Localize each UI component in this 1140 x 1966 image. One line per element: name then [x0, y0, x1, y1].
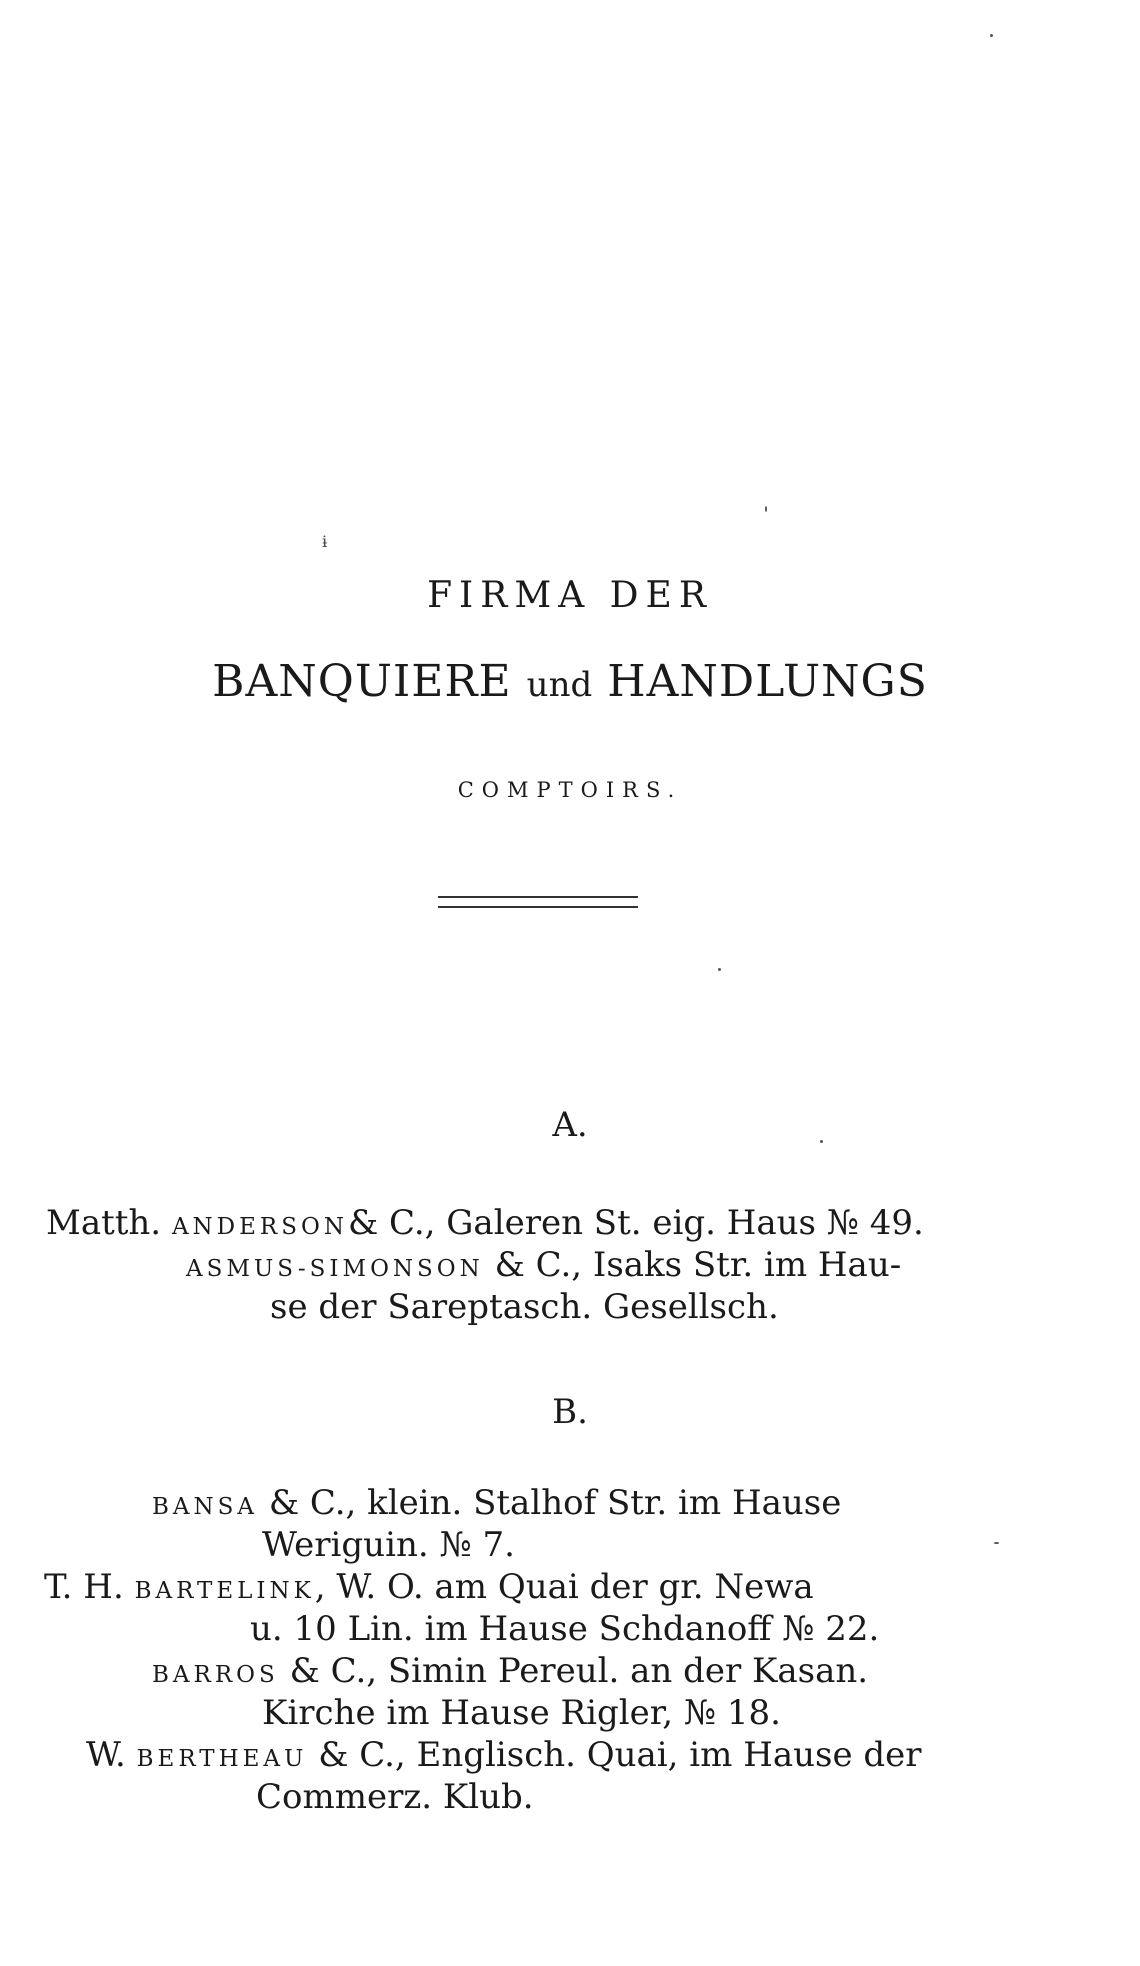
entry-text: & C., Simin Pereul. an der Kasan. — [278, 1651, 869, 1691]
firm-name: BANSA — [152, 1494, 259, 1520]
entry-line — [152, 1483, 842, 1523]
heading-und: und — [526, 665, 593, 705]
entry-line — [152, 1651, 869, 1691]
entry-line — [270, 1287, 779, 1327]
double-rule-divider — [438, 896, 638, 908]
entry-text: Weriguin. № 7. — [262, 1525, 515, 1565]
entry-line — [262, 1525, 515, 1565]
entry-prefix: W. — [86, 1735, 137, 1775]
entry-text: u. 10 Lin. im Hause Schdanoff № 22. — [250, 1609, 880, 1649]
scan-speck — [820, 1140, 823, 1143]
heading-line-2 — [0, 656, 1140, 707]
entry-text: Kirche im Hause Rigler, № 18. — [262, 1693, 781, 1733]
entry-line — [262, 1693, 781, 1733]
entry-text: & C., klein. Stalhof Str. im Hause — [258, 1483, 842, 1523]
heading-line-1: FIRMA DER — [427, 575, 713, 616]
entry-text: & C., Isaks Str. im Hau- — [483, 1245, 902, 1285]
entry-line — [250, 1609, 880, 1649]
scan-speck — [718, 968, 721, 971]
entry-text: se der Sareptasch. Gesellsch. — [270, 1287, 779, 1327]
entry-text: , W. O. am Quai der gr. Newa — [314, 1567, 814, 1607]
heading-line-3: COMPTOIRS. — [457, 778, 683, 802]
entry-line — [256, 1777, 534, 1817]
printer-mark: ɨ — [322, 532, 328, 551]
scan-speck — [990, 34, 993, 37]
firm-name: ANDERSON — [171, 1214, 348, 1240]
firm-name: ASMUS-SIMONSON — [186, 1256, 484, 1282]
entry-text: & C., Englisch. Quai, im Hause der — [307, 1735, 922, 1775]
entry-line — [44, 1567, 814, 1607]
entry-line — [46, 1203, 924, 1243]
entry-prefix: Matth. — [46, 1203, 172, 1243]
firm-name: BERTHEAU — [136, 1746, 308, 1772]
entry-prefix: T. H. — [44, 1567, 135, 1607]
entry-line — [186, 1245, 902, 1285]
scan-speck — [994, 1542, 999, 1544]
section-letter-a: A. — [552, 1105, 588, 1145]
firm-name: BARTELINK — [134, 1578, 315, 1604]
heading-banquiere: BANQUIERE — [212, 656, 512, 707]
scan-speck — [765, 506, 767, 512]
heading-handlungs: HANDLUNGS — [607, 656, 928, 707]
firm-name: BARROS — [152, 1662, 279, 1688]
section-letter-b: B. — [552, 1392, 588, 1432]
entry-line — [86, 1735, 922, 1775]
entry-text: Commerz. Klub. — [256, 1777, 534, 1817]
entry-text: & C., Galeren St. eig. Haus № 49. — [347, 1203, 924, 1243]
